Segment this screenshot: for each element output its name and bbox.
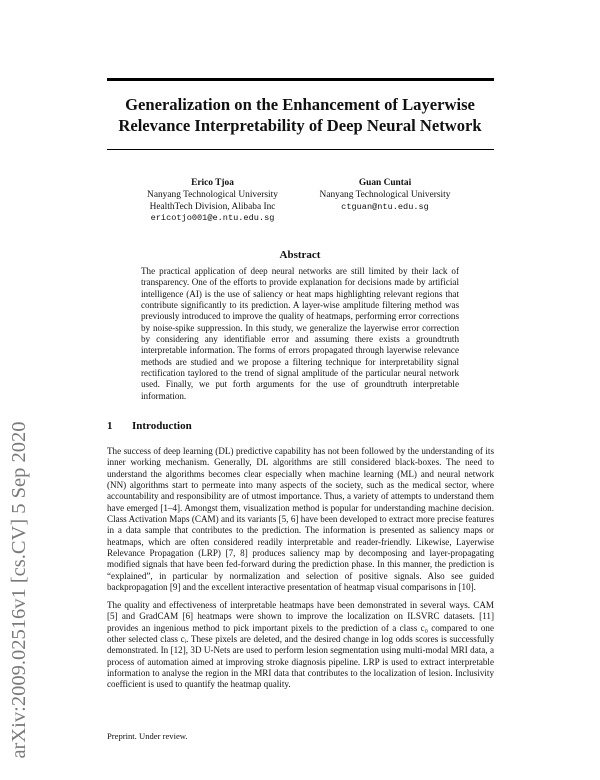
- section-heading-introduction: [107, 420, 192, 432]
- author-email: ericotjo001@e.ntu.edu.sg: [150, 213, 275, 224]
- abstract-text: The practical application of deep neural networks are still limited by their lack of transparency. One of the efforts to provide explanation for decisions made by artificial intelligence (AI) is the use of saliency or heat maps highlighting relevant regions that contribute significantly to its prediction. A layer-wise amplitude filtering method was previously introduced to improve the quality of heatmaps, performing error corrections by noise-spike suppression. In this study, we generalize the layerwise error correction by considering any identifiable error and assuming there exists a groundtruth interpretable information. The forms of errors propagated through layerwise relevance methods are studied and we propose a filtering technique for interpretability signal rectification taylored to the trend of signal amplitude of the particular neural network used. Finally, we put forth arguments for the use of groundtruth interpretable information.: [141, 266, 459, 401]
- section-title: Introduction: [132, 420, 192, 432]
- abstract-heading: Abstract: [279, 249, 321, 261]
- paper-title: [100, 94, 500, 136]
- author-name: Erico Tjoa: [191, 178, 234, 188]
- author-block-1: [125, 178, 300, 225]
- author-name: Guan Cuntai: [358, 178, 412, 188]
- arxiv-id: arXiv:2009.02516v1 [cs.CV] 5 Sep 2020: [8, 421, 30, 759]
- author-affiliation: Nanyang Technological University: [319, 189, 451, 200]
- section-number: 1: [107, 420, 113, 432]
- title-line-1: Generalization on the Enhancement of Layerwise: [125, 95, 475, 114]
- title-line-2: Relevance Interpretability of Deep Neural Network: [118, 116, 482, 135]
- author-affiliation: HealthTech Division, Alibaba Inc: [149, 201, 276, 212]
- intro-paragraph-2: The quality and effectiveness of interpretable heatmaps have been demonstrated in several ways. CAM [5] and GradCAM [6] heatmaps were shown to improve the localization on ILSVRC datasets. [11] provides an ingenious method to pick important pixels to the prediction of a class c₀ compared to one other selected class cᵢ. These pixels are deleted, and the desired change in log odds scores is successfully demonstrated. In [12], 3D U-Nets are used to perform lesion segmentation using multi-modal MRI data, a process of automation aimed at improving stroke diagnosis pipeline. LRP is used to extract interpretable information to analyse the region in the MRI data that contributes to the localization of lesion. Inclusivity coefficient is used to quantify the heatmap quality.: [107, 600, 494, 690]
- author-email: ctguan@ntu.edu.sg: [341, 201, 429, 212]
- author-affiliation: Nanyang Technological University: [147, 189, 278, 200]
- intro-paragraph-1: The success of deep learning (DL) predictive capability has not been followed by the understanding of its inner working mechanism. Generally, DL algorithms are still considered black-boxes. The need to understand the algorithms becomes clear especially when machine learning (ML) and neural network (NN) algorithms start to permeate into many aspects of the society, such as the medical sector, where accountability and responsibility are of utmost importance. Thus, a variety of attempts to understand them have emerged [1–4]. Amongst them, visualization method is popular for understanding machine decision. Class Activation Maps (CAM) and its variants [5, 6] have been developed to extract more precise features in a data sample that contributes to the prediction. The information is presented as saliency maps or heatmaps, which are often considered readily interpretable and reader-friendly. Likewise, Layerwise Relevance Propagation (LRP) [7, 8] produces saliency map by decomposing and layer-propagating modified signals that have been fed-forward during the prediction phase. In this manner, the prediction is “explained”, in particular by normalization and selection of positive signals. Also see guided backpropagation [9] and the excellent interactive presentation of heatmap visual comparisons in [10].: [107, 446, 494, 593]
- arxiv-sidebar-stamp: [2, 400, 42, 780]
- preprint-footer: Preprint. Under review.: [107, 731, 188, 741]
- title-top-rule: [107, 78, 494, 81]
- author-block-2: [300, 178, 470, 213]
- title-bottom-rule: [107, 149, 494, 150]
